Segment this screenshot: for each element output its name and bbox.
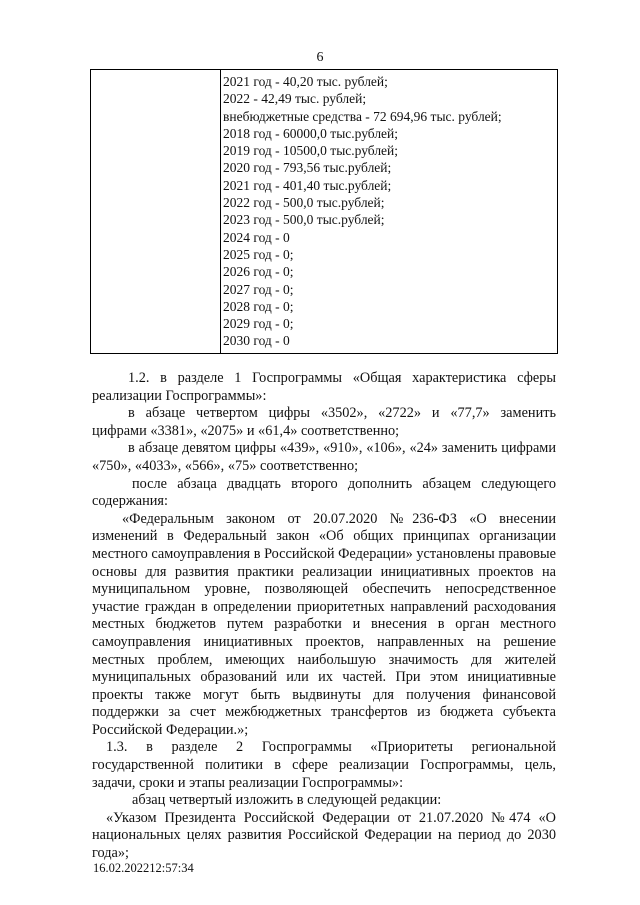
paragraph-decree-quote: «Указом Президента Российской Федерации от 21.07.2020 №474 «О национальных целях развития Российской Федерации на период до 2030 года»;: [92, 809, 556, 862]
table-line: 2025 год - 0;: [223, 246, 294, 262]
table-line: 2020 год - 793,56 тыс.рублей;: [223, 160, 392, 176]
paragraph-abzac-4: в абзаце четвертом цифры «3502», «2722» и «77,7» заменить цифрами «3381», «2075» и «61,4» соответственно;: [92, 405, 556, 439]
footer-timestamp: 16.02.202212:57:34: [93, 861, 194, 875]
paragraph-federal-law-quote: «Федеральным законом от 20.07.2020 №236-ФЗ «О внесении изменений в Федеральный закон «Об общих принципах организации местного самоуправления в Российской Федерации» установлены правовые основы для развития практики реализации инициативных проектов на муниципальном уровне, позволяющей обеспечить непосредственное участие граждан в определении приоритетных направлений расходования местных бюджетов путем разработки и внесения в орган местного самоуправления инициативных проектов, направленных на решение местных проблем, имеющих наибольшую значимость для жителей муниципальных образований или их частей. При этом инициативные проекты также могут быть выдвинуты для получения финансовой поддержки за счет межбюджетных трансфертов из бюджета субъекта Российской Федерации.»;: [92, 510, 556, 738]
table-line: 2030 год - 0: [223, 333, 290, 349]
table-right-cell: [221, 70, 557, 353]
table-line: 2021 год - 40,20 тыс. рублей;: [223, 74, 388, 89]
table-line: 2024 год - 0: [223, 229, 290, 245]
paragraph-after-abzac-22: после абзаца двадцать второго дополнить абзацем следующего содержания:: [92, 475, 556, 510]
table-line: 2022 - 42,49 тыс. рублей;: [223, 91, 367, 107]
table-line: 2028 год - 0;: [223, 298, 294, 314]
paragraph-abzac-4-new: абзац четвертый изложить в следующей редакции:: [132, 792, 442, 809]
document-body: [92, 370, 556, 863]
table-line: 2018 год - 60000,0 тыс.рублей;: [223, 125, 399, 141]
table-line: внебюджетные средства - 72 694,96 тыс. рублей;: [223, 108, 502, 124]
table-line: 2023 год - 500,0 тыс.рублей;: [223, 212, 385, 228]
paragraph-abzac-9: в абзаце девятом цифры «439», «910», «106», «24» заменить цифрами «750», «4033», «566», «75» соответственно;: [92, 440, 556, 474]
table-line: 2027 год - 0;: [223, 281, 294, 297]
table-line: 2029 год - 0;: [223, 316, 294, 332]
table-line: 2021 год - 401,40 тыс.рублей;: [223, 177, 392, 193]
paragraph-section-1-2: 1.2. в разделе 1 Госпрограммы «Общая характеристика сферы реализации Госпрограммы»:: [92, 370, 556, 404]
page-number: 6: [316, 50, 324, 65]
table-line: 2026 год - 0;: [223, 264, 294, 280]
paragraph-section-1-3: 1.3. в разделе 2 Госпрограммы «Приоритеты региональной государственной политики в сфере реализации Госпрограммы, цель, задачи, сроки и этапы реализации Госпрограммы»:: [92, 739, 556, 791]
table-left-cell: [91, 70, 221, 353]
table-line: 2022 год - 500,0 тыс.рублей;: [223, 195, 385, 211]
funding-table: [90, 69, 558, 354]
table-line: 2019 год - 10500,0 тыс.рублей;: [223, 143, 399, 159]
